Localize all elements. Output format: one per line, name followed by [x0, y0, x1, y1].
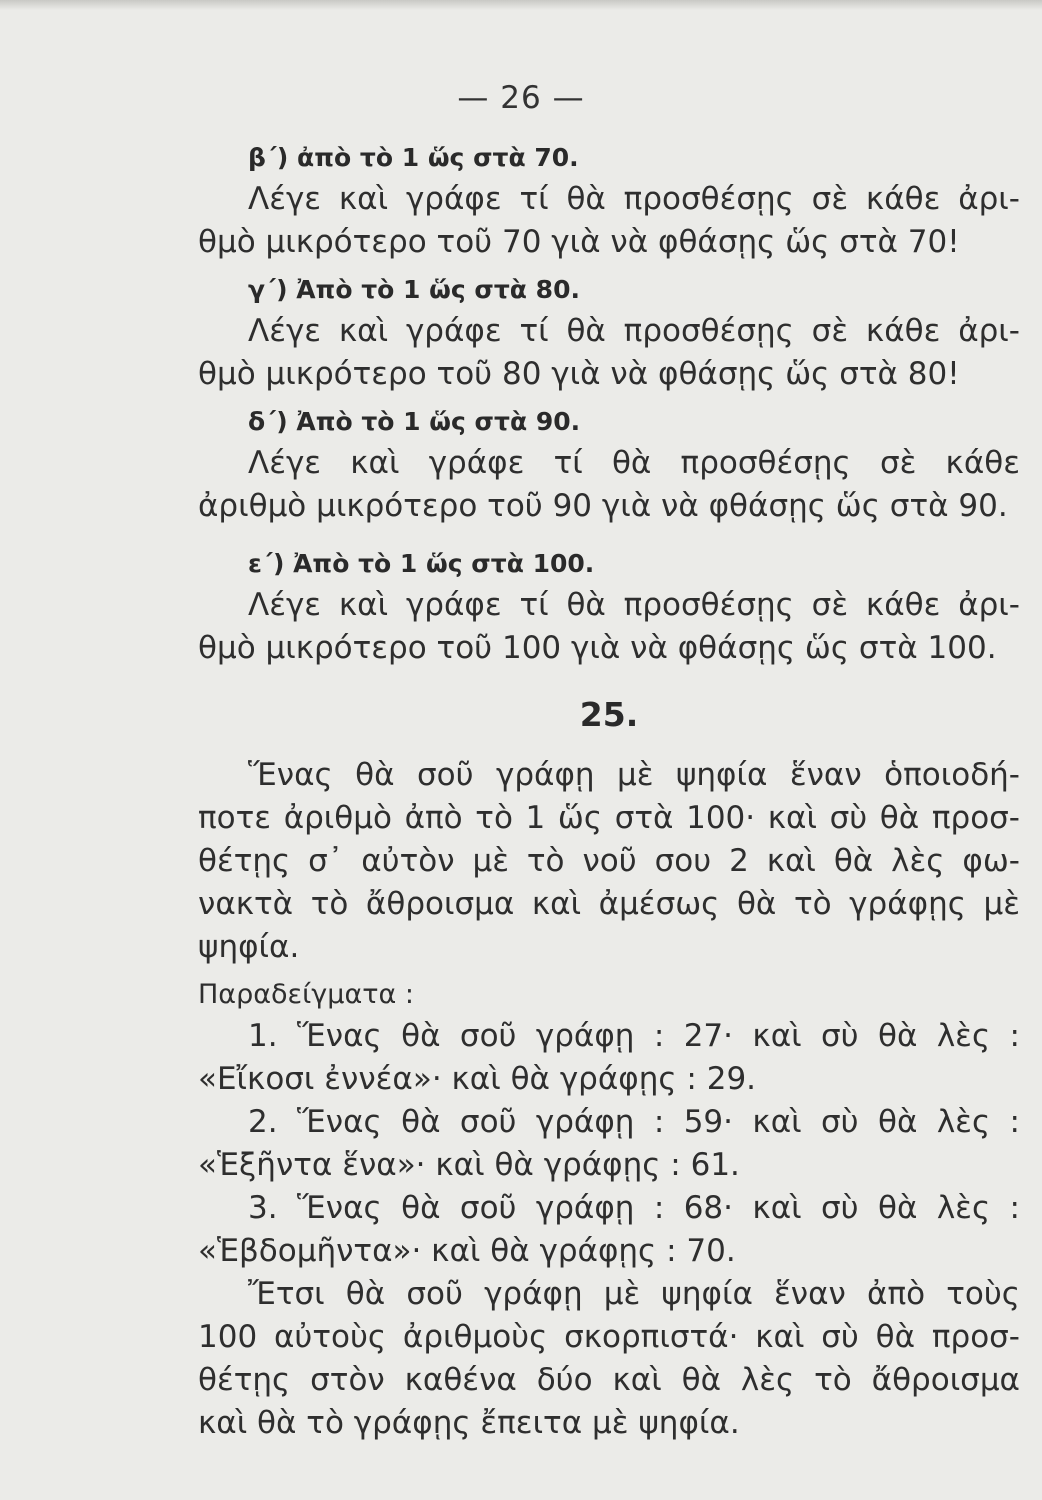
text-line: θμὸ μικρότερο τοῦ 100 γιὰ νὰ φθάσῃς ὥς στὰ 100.	[198, 630, 997, 666]
example-line: «Ἑβδομῆντα»· καὶ θὰ γράφῃς : 70.	[198, 1233, 736, 1269]
subsection-text-b	[198, 178, 1020, 264]
text-line: θμὸ μικρότερο τοῦ 70 γιὰ νὰ φθάσῃς ὥς στὰ 70!	[198, 224, 960, 260]
text-line: θέτῃς σ᾽ αὐτὸν μὲ τὸ νοῦ σου 2 καὶ θὰ λὲς φω-	[198, 843, 1020, 879]
text-line: ψηφία.	[198, 929, 300, 965]
example-line: 3. Ἕνας θὰ σοῦ γράφῃ : 68· καὶ σὺ θὰ λὲς :	[248, 1190, 1020, 1226]
text-line: Λέγε καὶ γράφε τί θὰ προσθέσῃς σὲ κάθε ἀρι-	[248, 181, 1020, 217]
exercise-intro	[198, 754, 1020, 969]
text-line: νακτὰ τὸ ἄθροισμα καὶ ἀμέσως θὰ τὸ γράφῃς μὲ	[198, 886, 1020, 922]
example-line: 1. Ἕνας θὰ σοῦ γράφῃ : 27· καὶ σὺ θὰ λὲς :	[248, 1018, 1020, 1054]
example-line: «Εἴκοσι ἐννέα»· καὶ θὰ γράφῃς : 29.	[198, 1061, 757, 1097]
examples-list	[198, 1015, 1020, 1273]
subsection-text-d	[198, 442, 1020, 528]
example-line: 2. Ἕνας θὰ σοῦ γράφῃ : 59· καὶ σὺ θὰ λὲς :	[248, 1104, 1020, 1140]
subsection-heading-e: ε΄) Ἀπὸ τὸ 1 ὥς στὰ 100.	[248, 549, 595, 578]
text-line: Λέγε καὶ γράφε τί θὰ προσθέσῃς σὲ κάθε ἀρι-	[248, 587, 1020, 623]
text-line: θέτῃς στὸν καθένα δύο καὶ θὰ λὲς τὸ ἄθροισμα	[198, 1362, 1020, 1398]
subsection-heading-d: δ΄) Ἀπὸ τὸ 1 ὥς στὰ 90.	[248, 407, 581, 436]
text-line: θμὸ μικρότερο τοῦ 80 γιὰ νὰ φθάσῃς ὥς στὰ 80!	[198, 356, 960, 392]
examples-label: Παραδείγματα :	[198, 979, 414, 1010]
text-line: 100 αὐτοὺς ἀριθμοὺς σκορπιστά· καὶ σὺ θὰ προσ-	[198, 1319, 1020, 1355]
page-body	[198, 138, 1020, 1445]
subsection-text-c	[198, 310, 1020, 396]
text-line: Λέγε καὶ γράφε τί θὰ προσθέσῃς σὲ κάθε ἀρι-	[248, 313, 1020, 349]
page-number: — 26 —	[457, 80, 585, 116]
text-line: Ἕνας θὰ σοῦ γράφῃ μὲ ψηφία ἕναν ὁποιοδή-	[248, 757, 1020, 793]
exercise-number: 25.	[579, 695, 639, 734]
exercise-closing	[198, 1273, 1020, 1445]
subsection-text-e	[198, 584, 1020, 670]
text-line: καὶ θὰ τὸ γράφῃς ἔπειτα μὲ ψηφία.	[198, 1405, 740, 1441]
text-line: ἀριθμὸ μικρότερο τοῦ 90 γιὰ νὰ φθάσῃς ὥς στὰ 90.	[198, 488, 1008, 524]
subsection-heading-b: β΄) ἀπὸ τὸ 1 ὥς στὰ 70.	[248, 143, 579, 172]
text-line: Λέγε καὶ γράφε τί θὰ προσθέσῃς σὲ κάθε	[248, 445, 1020, 481]
example-line: «Ἑξῆντα ἕνα»· καὶ θὰ γράφῃς : 61.	[198, 1147, 740, 1183]
text-line: Ἔτσι θὰ σοῦ γράφῃ μὲ ψηφία ἕναν ἀπὸ τοὺς	[248, 1276, 1020, 1312]
text-line: ποτε ἀριθμὸ ἀπὸ τὸ 1 ὥς στὰ 100· καὶ σὺ θὰ προσ-	[198, 800, 1020, 836]
subsection-heading-c: γ΄) Ἀπὸ τὸ 1 ὥς στὰ 80.	[248, 275, 580, 304]
